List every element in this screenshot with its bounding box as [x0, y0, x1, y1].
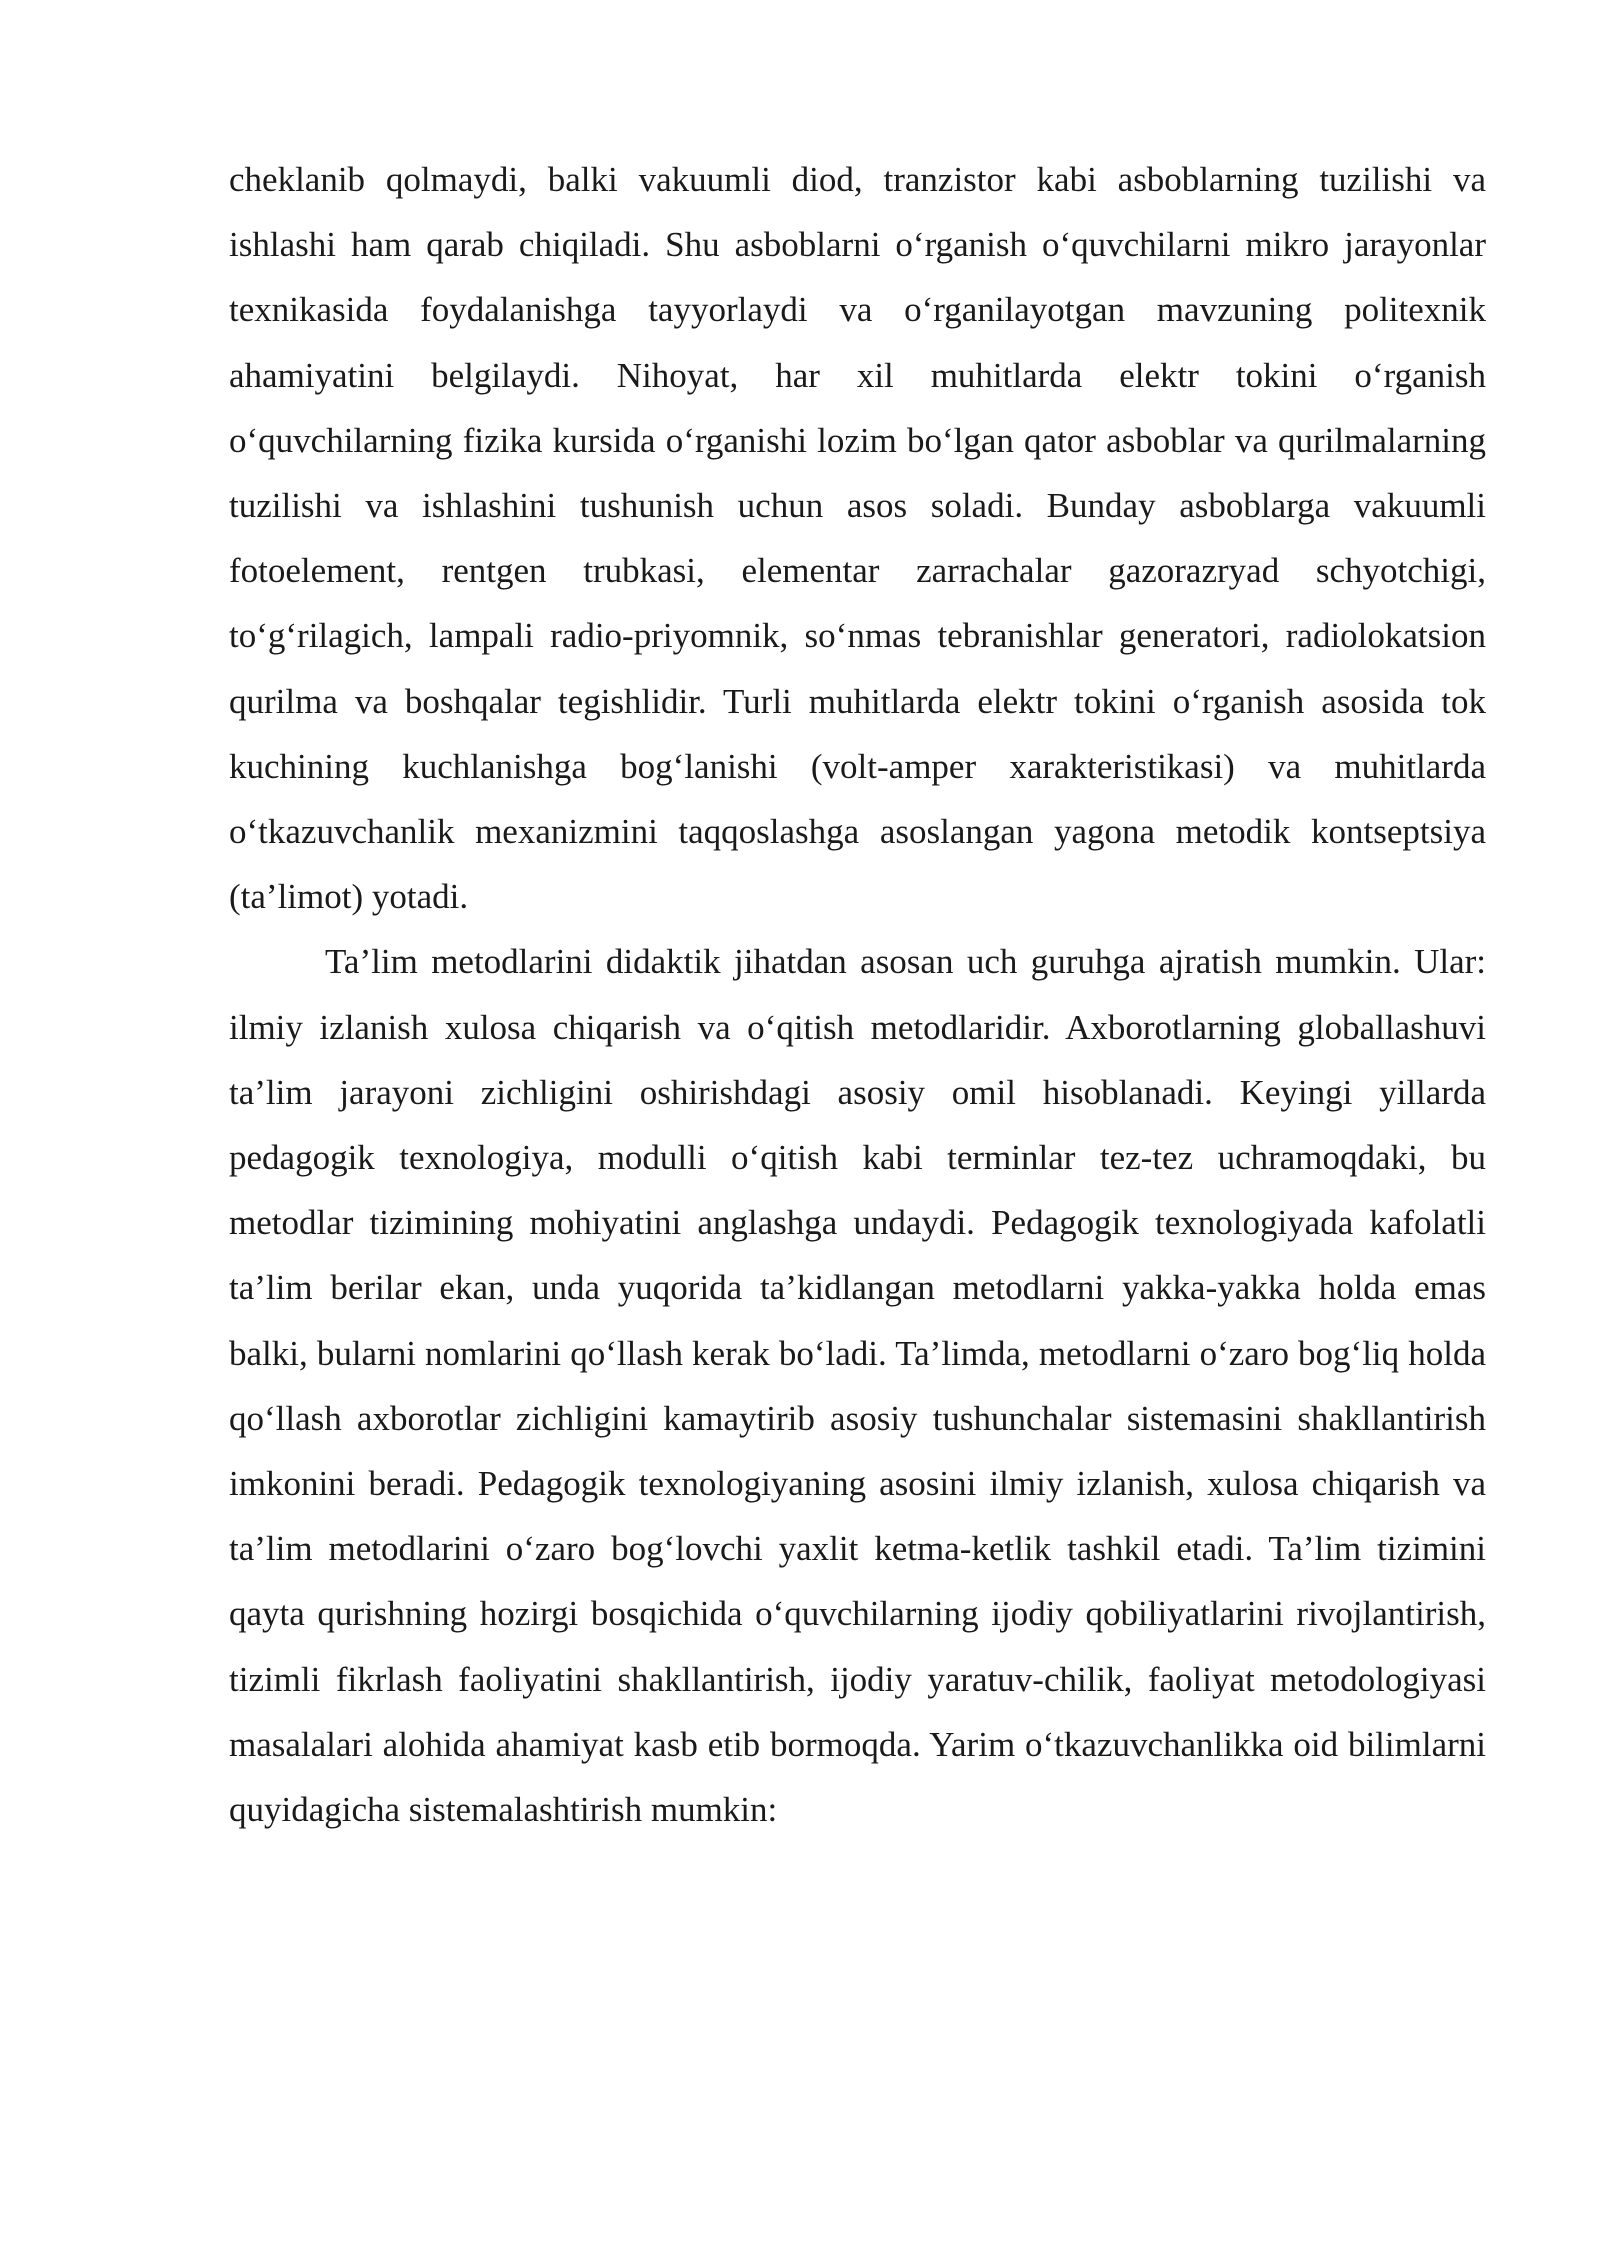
body-text: [229, 147, 1486, 1842]
paragraph-continuation: cheklanib qolmaydi, balki vakuumli diod, tranzistor kabi asboblarning tuzilishi va ishlashi ham qarab chiqiladi. Shu asboblarni o‘rganish o‘quvchilarni mikro jarayonlar texnikasida foydalanishga tayyorlaydi va o‘rganilayotgan mavzuning politexnik ahamiyatini belgilaydi. Nihoyat, har xil muhitlarda elektr tokini o‘rganish o‘quvchilarning fizika kursida o‘rganishi lozim bo‘lgan qator asboblar va qurilmalarning tuzilishi va ishlashini tushunish uchun asos soladi. Bunday asboblarga vakuumli fotoelement, rentgen trubkasi, elementar zarrachalar gazorazryad schyotchigi, to‘g‘rilagich, lampali radio-priyomnik, so‘nmas tebranishlar generatori, radiolokatsion qurilma va boshqalar tegishlidir. Turli muhitlarda elektr tokini o‘rganish asosida tok kuchining kuchlanishga bog‘lanishi (volt-amper xarakteristikasi) va muhitlarda o‘tkazuvchanlik mexanizmini taqqoslashga asoslangan yagona metodik kontseptsiya (ta’limot) yotadi.: [229, 160, 1486, 917]
paragraph-teaching-methods: Ta’lim metodlarini didaktik jihatdan asosan uch guruhga ajratish mumkin. Ular: ilmiy izlanish xulosa chiqarish va o‘qitish metodlaridir. Axborotlarning globallashuvi ta’lim jarayoni zichligini oshirishdagi asosiy omil hisoblanadi. Keyingi yillarda pedagogik texnologiya, modulli o‘qitish kabi terminlar tez-tez uchramoqdaki, bu metodlar tizimining mohiyatini anglashga undaydi. Pedagogik texnologiyada kafolatli ta’lim berilar ekan, unda yuqorida ta’kidlangan metodlarni yakka-yakka holda emas balki, bularni nomlarini qo‘llash kerak bo‘ladi. Ta’limda, metodlarni o‘zaro bog‘liq holda qo‘llash axborotlar zichligini kamaytirib asosiy tushunchalar sistemasini shakllantirish imkonini beradi. Pedagogik texnologiyaning asosini ilmiy izlanish, xulosa chiqarish va ta’lim metodlarini o‘zaro bog‘lovchi yaxlit ketma-ketlik tashkil etadi. Ta’lim tizimini qayta qurishning hozirgi bosqichida o‘quvchilarning ijodiy qobiliyatlarini rivojlantirish, tizimli fikrlash faoliyatini shakllantirish, ijodiy yaratuv-chilik, faoliyat metodologiyasi masalalari alohida ahamiyat kasb etib bormoqda. Yarim o‘tkazuvchanlikka oid bilimlarni quyidagicha sistemalashtirish mumkin:: [229, 942, 1486, 1830]
